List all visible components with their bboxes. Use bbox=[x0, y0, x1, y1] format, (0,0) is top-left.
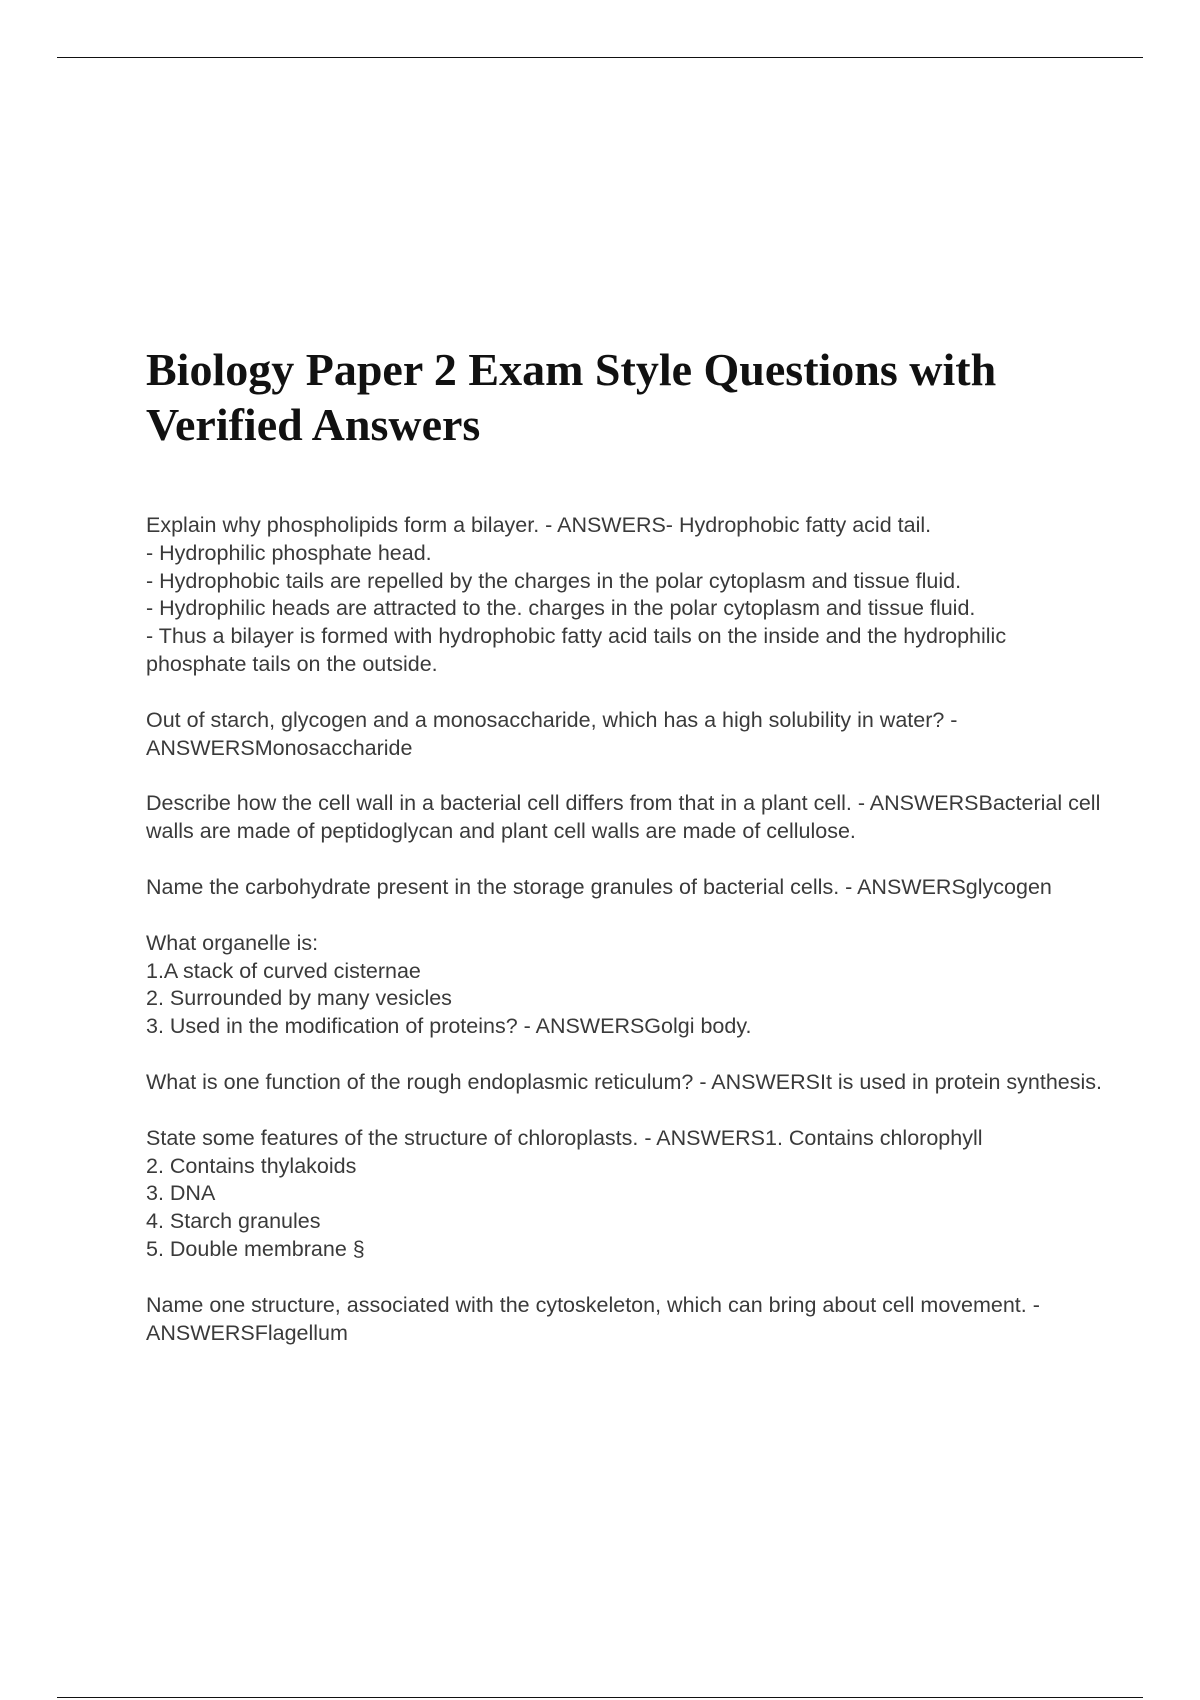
qa-item-rough-er: What is one function of the rough endoplasmic reticulum? - ANSWERSIt is used in protein synthesis. bbox=[146, 1069, 1103, 1094]
qa-item-chloroplast: State some features of the structure of chloroplasts. - ANSWERS1. Contains chlorophyll 2. Contains thylakoids 3. DNA 4. Starch granules 5. Double membrane § bbox=[146, 1125, 983, 1261]
qa-list bbox=[146, 512, 1106, 1375]
document-title: Biology Paper 2 Exam Style Questions with Verified Answers bbox=[146, 344, 997, 450]
qa-item-phospholipid-bilayer: Explain why phospholipids form a bilayer. - ANSWERS- Hydrophobic fatty acid tail. - Hydrophilic phosphate head. - Hydrophobic tails are repelled by the charges in the polar cytoplasm and tissue fluid. - Hydrophilic heads are attracted to the. charges in the polar cytoplasm and tissue fluid. - Thus a bilayer is formed with hydrophobic fatty acid tails on the inside and the hydrophilic phosphate tails on the outside. bbox=[146, 513, 1007, 676]
qa-item-golgi-body: What organelle is: 1.A stack of curved cisternae 2. Surrounded by many vesicles 3. Used in the modification of proteins? - ANSWERSGolgi body. bbox=[146, 930, 752, 1039]
footer-rule bbox=[57, 1697, 1143, 1698]
qa-item-cell-wall: Describe how the cell wall in a bacterial cell differs from that in a plant cell. - ANSWERSBacterial cell walls are made of peptidoglycan and plant cell walls are made of cellulose. bbox=[146, 791, 1101, 844]
qa-item-cytoskeleton: Name one structure, associated with the cytoskeleton, which can bring about cell movement. - ANSWERSFlagellum bbox=[146, 1292, 1040, 1345]
qa-item-solubility: Out of starch, glycogen and a monosaccharide, which has a high solubility in water? - ANSWERSMonosaccharide bbox=[146, 707, 958, 760]
qa-item-storage-granules: Name the carbohydrate present in the storage granules of bacterial cells. - ANSWERSglycogen bbox=[146, 874, 1052, 899]
header-rule bbox=[57, 57, 1143, 58]
